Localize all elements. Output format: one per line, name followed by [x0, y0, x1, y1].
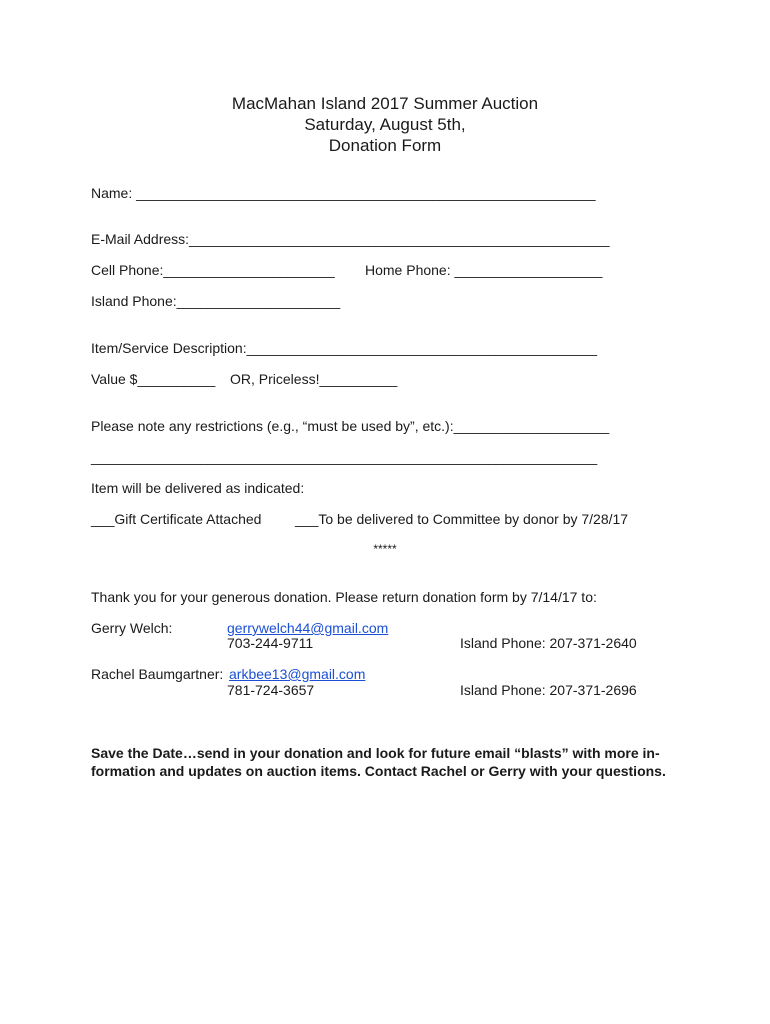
cell-phone-field[interactable]: Cell Phone:______________________ [91, 262, 335, 278]
form-header [0, 93, 770, 156]
contact-island-phone: Island Phone: 207-371-2640 [460, 635, 637, 651]
closing-note [91, 744, 671, 780]
island-phone-field[interactable]: Island Phone:_____________________ [91, 293, 341, 309]
restrictions-field[interactable]: Please note any restrictions (e.g., “must be used by”, etc.):____________________ [91, 418, 610, 434]
contact-phone: 703-244-9711 [227, 635, 314, 651]
item-description-field[interactable]: Item/Service Description:_____________________________________________ [91, 340, 597, 356]
delivery-heading: Item will be delivered as indicated: [91, 480, 305, 496]
committee-delivery-option[interactable]: ___To be delivered to Committee by donor by 7/28/17 [295, 511, 629, 527]
contact-island-phone: Island Phone: 207-371-2696 [460, 682, 637, 698]
thank-you-text: Thank you for your generous donation. Please return donation form by 7/14/17 to: [91, 589, 597, 605]
contact-email-link[interactable] [229, 666, 365, 683]
contact-name: Gerry Welch: [91, 620, 173, 636]
priceless-field[interactable]: OR, Priceless!__________ [230, 371, 398, 387]
form-title: Donation Form [328, 136, 442, 155]
section-separator: ***** [373, 542, 397, 556]
contact-phone: 781-724-3657 [227, 682, 315, 698]
gift-certificate-option[interactable]: ___Gift Certificate Attached [91, 511, 262, 527]
email-field[interactable]: E-Mail Address:______________________________________________________ [91, 231, 610, 247]
contact-name: Rachel Baumgartner: [91, 666, 224, 682]
home-phone-field[interactable]: Home Phone: ___________________ [365, 262, 603, 278]
value-field[interactable]: Value $__________ [91, 371, 216, 387]
contact-email[interactable]: arkbee13@gmail.com [229, 666, 366, 682]
name-field[interactable]: Name: ___________________________________________________________ [91, 185, 596, 201]
contact-email[interactable]: gerrywelch44@gmail.com [227, 620, 389, 636]
restrictions-field-line2[interactable]: _________________________________________________________________ [91, 449, 598, 465]
closing-line: Save the Date…send in your donation and look for future email “blasts” with more in- [91, 745, 660, 761]
event-title: MacMahan Island 2017 Summer Auction [231, 94, 539, 113]
closing-line: formation and updates on auction items. Contact Rachel or Gerry with your questions. [91, 763, 666, 779]
event-date: Saturday, August 5th, [304, 115, 466, 134]
